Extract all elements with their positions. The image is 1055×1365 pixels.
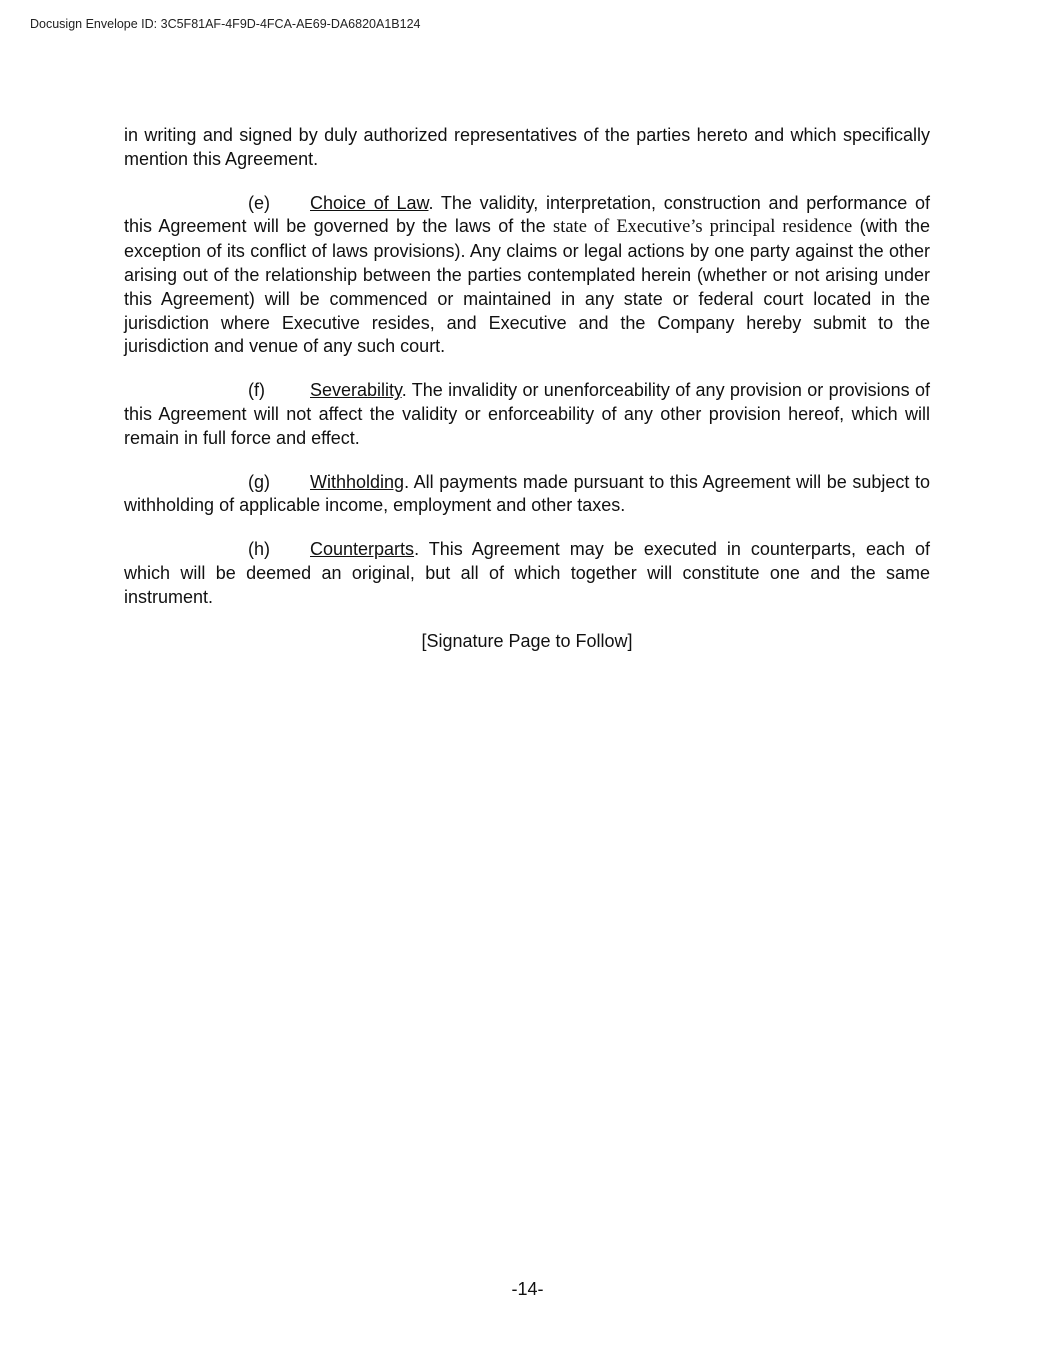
page-number: -14- (511, 1279, 544, 1299)
section-counterparts (124, 538, 930, 609)
section-label: (e) (248, 192, 270, 213)
document-body (124, 124, 930, 653)
section-text: . The invalidity or unenforceability of any provision or provisions of this Agreement will not affect the validity or enforceability of any other provision hereof, which will remain in full force and effect. (124, 380, 930, 448)
section-text: . The validity, interpretation, construction and performance of this Agreement will be governed by the laws of the (124, 192, 930, 237)
section-text-serif: state of Executive’s principal residence (553, 217, 853, 238)
section-choice-of-law (124, 192, 930, 360)
section-label: (g) (248, 471, 270, 492)
section-heading: Severability (310, 380, 402, 401)
continuation-paragraph: in writing and signed by duly authorized representatives of the parties hereto and which specifically mention this Agreement. (124, 125, 930, 169)
section-heading: Withholding (310, 471, 405, 492)
section-heading: Choice of Law (310, 192, 429, 213)
section-severability (124, 379, 930, 450)
section-text-continued: (with the exception of its conflict of laws provisions). Any claims or legal actions by one party against the other arising out of the relationship between the parties contemplated herein (whether or not arising under this Agreement) will be commenced or maintained in any state or federal court located in the jurisdiction where Executive resides, and Executive and the Company hereby submit to the jurisdiction and venue of any such court. (124, 216, 930, 357)
signature-page-note: [Signature Page to Follow] (421, 630, 633, 651)
section-withholding (124, 471, 930, 519)
section-text: . All payments made pursuant to this Agreement will be subject to withholding of applicable income, employment and other taxes. (124, 471, 930, 516)
section-label: (f) (248, 380, 265, 401)
section-text: . This Agreement may be executed in counterparts, each of which will be deemed an original, but all of which together will constitute one and the same instrument. (124, 539, 930, 607)
section-label: (h) (248, 539, 270, 560)
section-heading: Counterparts (310, 539, 415, 560)
envelope-id: Docusign Envelope ID: 3C5F81AF-4F9D-4FCA-AE69-DA6820A1B124 (30, 17, 421, 31)
